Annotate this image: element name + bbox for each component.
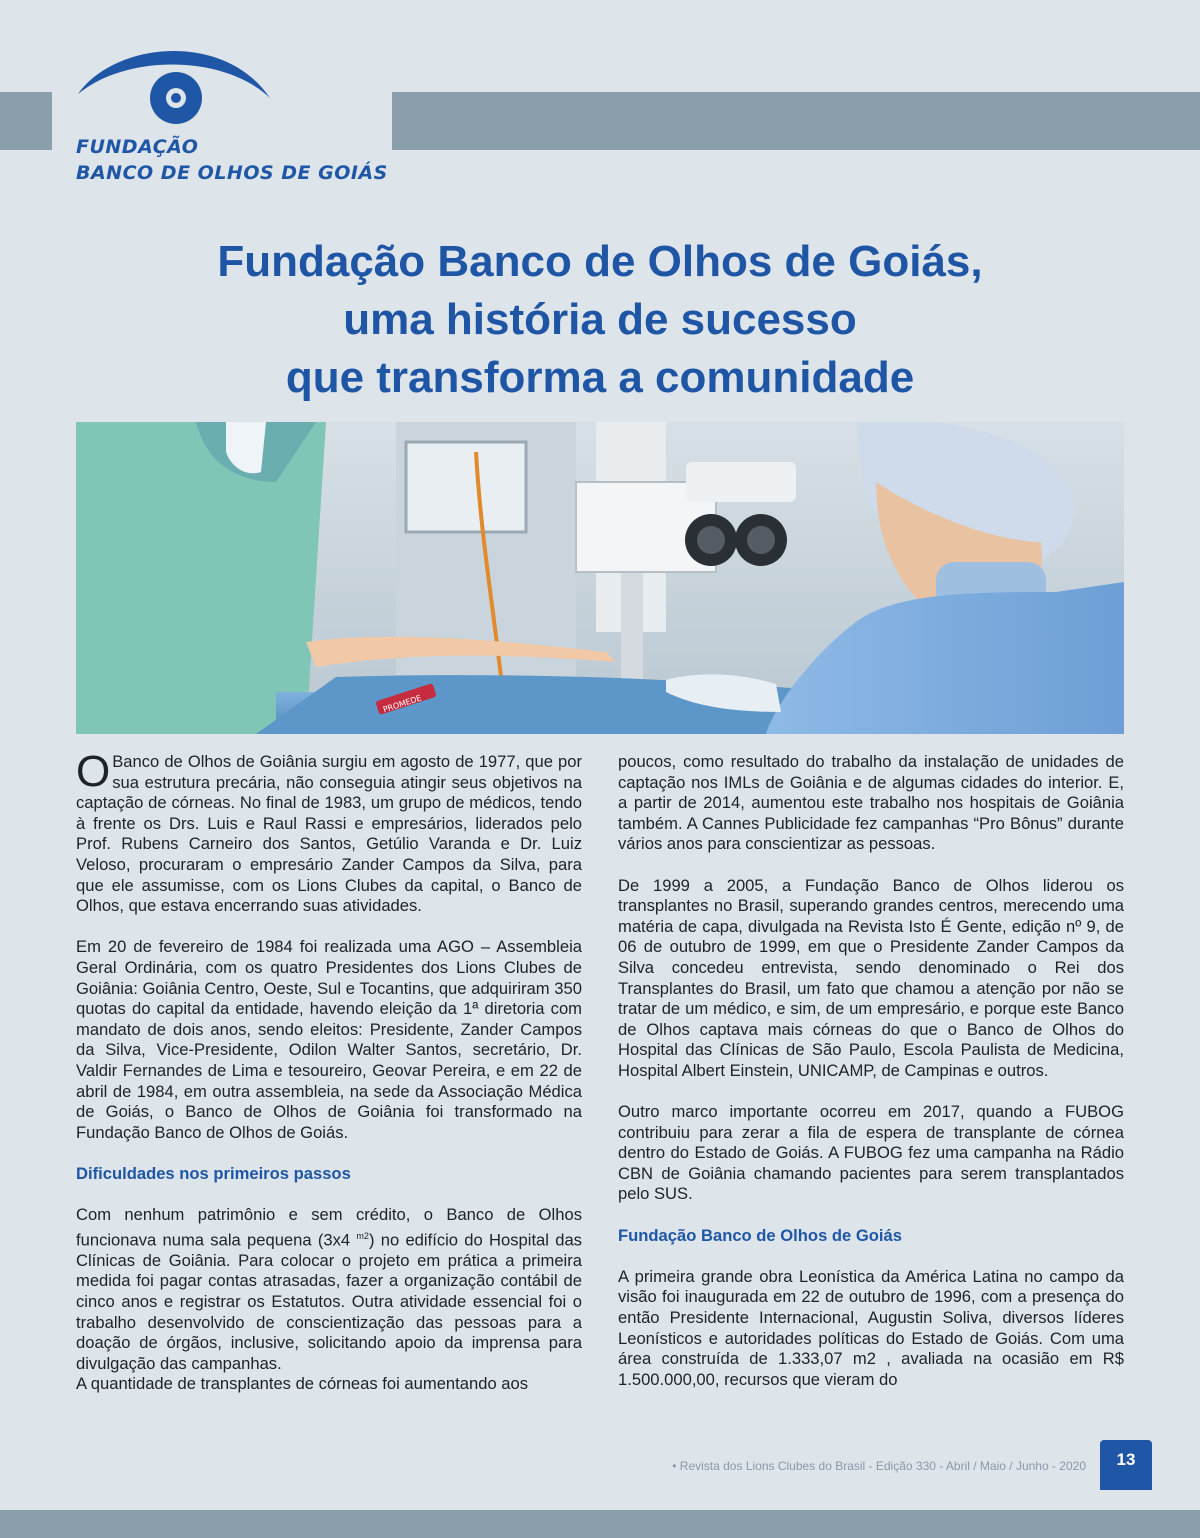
eye-icon xyxy=(74,36,274,136)
magazine-footer: • Revista dos Lions Clubes do Brasil - Edição 330 - Abril / Maio / Junho - 2020 xyxy=(672,1459,1086,1473)
left-paragraph-2: Em 20 de fevereiro de 1984 foi realizada uma AGO – Assembleia Geral Ordinária, com os quatro Presidentes dos Lions Clubes de Goiânia: Goiânia Centro, Oeste, Sul e Tocantins, que adquiriram 350 quotas do capital da entidade, havendo eleição da 1ª diretoria com mandato de dois anos, sendo eleitos: Presidente, Zander Campos da Silva, Vice-Presidente, Odilon Walter Santos, secretário, Dr. Valdir Fernandes de Lima e tesoureiro, Geovar Pereira, e em 22 de abril de 1984, em outra assembleia, na sede da Associação Médica de Goiás, o Banco de Olhos de Goiânia foi transformado na Fundação Banco de Olhos de Goiás. xyxy=(76,937,582,1142)
header-band-right xyxy=(392,92,1200,150)
photo-marker-label: PROMEDE xyxy=(381,693,423,715)
section-heading-foundation: Fundação Banco de Olhos de Goiás xyxy=(618,1225,902,1245)
left-paragraph-4: A quantidade de transplantes de córneas foi aumentando aos xyxy=(76,1374,529,1394)
logo-line-1: FUNDAÇÃO xyxy=(76,136,199,158)
left-paragraph-1: O Banco de Olhos de Goiânia surgiu em agosto de 1977, que por sua estrutura precária, não conseguia atingir seus objetivos na captação de córneas. No final de 1983, um grupo de médicos, tendo à frente os Drs. Luis e Raul Rassi e empresários, liderados pelo Prof. Rubens Carneiro dos Santos, Getúlio Varanda e Dr. Luiz Veloso, procuraram o empresário Zander Campos da Silva, para que ele assumisse, com os Lions Clubes da capital, o Banco de Olhos, que estava encerrando suas atividades. xyxy=(76,747,582,916)
footer-band xyxy=(0,1510,1200,1538)
right-paragraph-4: A primeira grande obra Leonística da América Latina no campo da visão foi inaugurada em 22 de outubro de 1996, com a presença do então Presidente Internacional, Augustin Soliva, diversos líderes Leonísticos e autoridades políticas do Estado de Goiás. Com uma área construída de 1.333,07 m2 , avaliada na ocasião em R$ 1.500.000,00, recursos que vieram do xyxy=(618,1266,1124,1389)
surgery-photo xyxy=(76,422,1124,734)
article-column-left xyxy=(76,747,582,1395)
left-paragraph-3: Com nenhum patrimônio e sem crédito, o Banco de Olhos funcionava numa sala pequena (3x4 $^{m2}$) no edifício do Hospital das Clínicas de Goiânia. Para colocar o projeto em prática a primeira medida foi pagar contas atrasadas, fazer a organização contábil de cinco anos e registrar os Estatutos. Outra atividade essencial foi o trabalho desenvolvido de conscientização das pessoas para a doação de órgãos, inclusive, solicitando apoio da imprensa para divulgação das campanhas. xyxy=(76,1205,582,1373)
right-paragraph-1: poucos, como resultado do trabalho da instalação de unidades de captação nos IMLs de Goiânia e de algumas cidades do interior. E, a partir de 2014, aumentou este trabalho nos hospitais de Goiânia também. A Cannes Publicidade fez campanhas “Pro Bônus” durante vários anos para conscientizar as pessoas. xyxy=(618,752,1124,854)
page-number: 13 xyxy=(1100,1440,1152,1490)
article-column-right xyxy=(618,752,1124,1390)
drop-cap: O xyxy=(76,747,111,796)
foundation-logo-text xyxy=(76,134,388,186)
article-title xyxy=(60,233,1140,407)
title-line-2: uma história de sucesso xyxy=(343,295,857,344)
right-paragraph-2: De 1999 a 2005, a Fundação Banco de Olhos liderou os transplantes no Brasil, superando grandes centros, merecendo uma matéria de capa, divulgada na Revista Isto É Gente, edição nº 9, de 06 de outubro de 1999, em que o Presidente Zander Campos da Silva concedeu entrevista, sendo denominado o Rei dos Transplantes do Brasil, um fato que chamou a atenção por não se tratar de um médico, e sim, de um empresário, e porque este Banco de Olhos captava mais córneas do que o Banco de Olhos do Hospital das Clínicas de São Paulo, Escola Paulista de Medicina, Hospital Albert Einstein, UNICAMP, de Campinas e outros. xyxy=(618,875,1124,1080)
header-band-left xyxy=(0,92,52,150)
title-line-1: Fundação Banco de Olhos de Goiás, xyxy=(217,237,983,286)
section-heading-difficulties: Dificuldades nos primeiros passos xyxy=(76,1163,351,1183)
title-line-3: que transforma a comunidade xyxy=(285,353,915,402)
right-paragraph-3: Outro marco importante ocorreu em 2017, quando a FUBOG contribuiu para zerar a fila de espera de transplante de córnea dentro do Estado de Goiás. A FUBOG fez uma campanha na Rádio CBN de Goiânia chamando pacientes para serem transplantados pelo SUS. xyxy=(618,1102,1124,1204)
logo-line-2: BANCO DE OLHOS DE GOIÁS xyxy=(76,162,388,184)
